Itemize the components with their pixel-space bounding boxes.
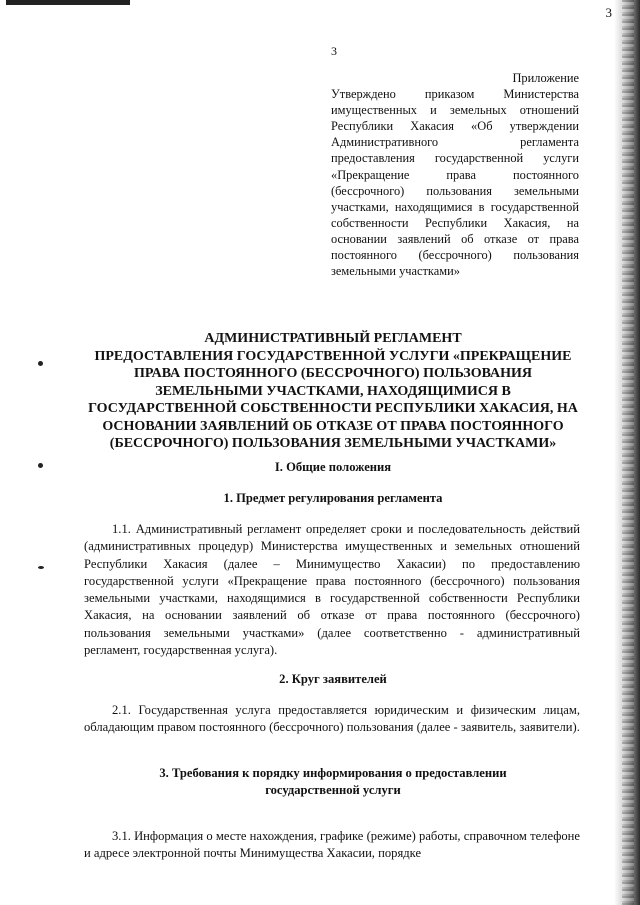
- title-line: ЗЕМЕЛЬНЫМИ УЧАСТКАМИ, НАХОДЯЩИМИСЯ В: [155, 383, 511, 399]
- approval-text: Утверждено приказом Министерства имущественных и земельных отношений Республики Хакасия «Об утверждении Административного регламента предоставления государственной услуги «Прекращение права постоянного (бессрочного) пользования земельными участками, находящимися в государственной собственности Республики Хакасия, на основании заявлений об отказе от права постоянного (бессрочного) пользования земельными участками»: [331, 87, 579, 279]
- title-line: ГОСУДАРСТВЕННОЙ СОБСТВЕННОСТИ РЕСПУБЛИКИ ХАКАСИЯ, НА: [88, 401, 578, 416]
- title-line: ПРАВА ПОСТОЯННОГО (БЕССРОЧНОГО) ПОЛЬЗОВАНИЯ: [133, 366, 533, 381]
- subsection-heading-applicants: 2. Круг заявителей: [279, 672, 387, 686]
- title-line: (БЕССРОЧНОГО) ПОЛЬЗОВАНИЯ ЗЕМЕЛЬНЫМИ УЧАСТКАМИ»: [109, 436, 557, 451]
- subsection-heading-information: [78, 765, 588, 799]
- heading-line: государственной услуги: [265, 783, 401, 797]
- margin-punch-mark: [38, 566, 44, 569]
- margin-punch-mark: [38, 463, 43, 468]
- title-line: ОСНОВАНИИ ЗАЯВЛЕНИЙ ОБ ОТКАЗЕ ОТ ПРАВА ПОСТОЯННОГО: [102, 418, 564, 434]
- margin-punch-mark: [38, 361, 43, 366]
- section-heading-general: I. Общие положения: [274, 460, 392, 474]
- paragraph-1-1: 1.1. Административный регламент определяет сроки и последовательность действий (административных процедур) Министерства имущественных и земельных отношений Республики Хакасия (далее – Минимущество Хакасии) по предоставлению государственной услуги «Прекращение права постоянного (бессрочного) пользования земельными участками, находящимися в государственной собственности Республики Хакасия, на основании заявлений об отказе от права постоянного (бессрочного) пользования земельными участками» (далее соответственно - административный регламент, государственная услуга).: [84, 522, 580, 658]
- subsection-heading-subject: 1. Предмет регулирования регламента: [223, 491, 443, 505]
- appendix-label: Приложение: [512, 71, 579, 85]
- title-line: АДМИНИСТРАТИВНЫЙ РЕГЛАМЕНТ: [204, 331, 462, 346]
- page-number: 3: [331, 44, 337, 58]
- scan-edge-noise: [622, 0, 634, 905]
- document-title: [78, 330, 588, 453]
- heading-line: 3. Требования к порядку информирования о предоставлении: [159, 766, 507, 780]
- top-rule: [6, 0, 130, 5]
- approval-block: [331, 70, 579, 279]
- title-line: ПРЕДОСТАВЛЕНИЯ ГОСУДАРСТВЕННОЙ УСЛУГИ «ПРЕКРАЩЕНИЕ: [94, 348, 572, 364]
- paragraph-2-1: 2.1. Государственная услуга предоставляется юридическим и физическим лицам, обладающим правом постоянного (бессрочного) пользования (далее - заявитель, заявители).: [84, 703, 580, 735]
- corner-page-number: 3: [605, 5, 612, 20]
- paragraph-3-1: 3.1. Информация о месте нахождения, графике (режиме) работы, справочном телефоне и адресе электронной почты Минимущества Хакасии, порядке: [84, 829, 580, 861]
